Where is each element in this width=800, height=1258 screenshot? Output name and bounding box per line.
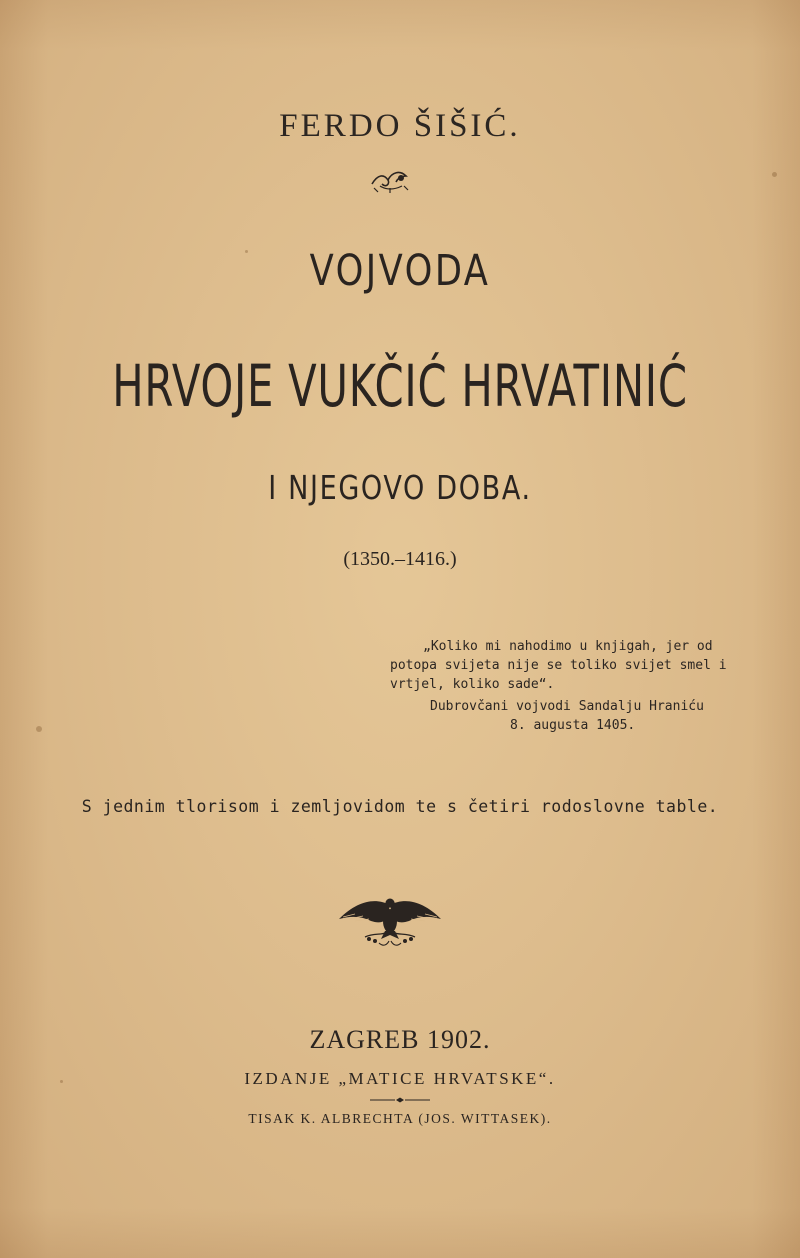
years-span: (1350.–1416.): [343, 548, 457, 570]
epigraph-date: 8. augusta 1405.: [510, 718, 636, 733]
imprint-city-year: ZAGREB 1902.: [309, 1025, 491, 1054]
contents-note: S jednim tlorisom i zemljovidom te s četiri rodoslovne table.: [81, 797, 719, 816]
paper-stain: [772, 172, 777, 177]
eagle-emblem-icon: [335, 893, 445, 951]
title-line-vojvoda: VOJVODA: [309, 246, 491, 296]
epigraph-line: „Koliko mi nahodimo u knjigah, jer od: [423, 639, 713, 654]
epigraph-line: vrtjel, koliko sade“.: [390, 677, 555, 692]
title-line-main: HRVOJE VUKČIĆ HRVATINIĆ: [112, 352, 688, 420]
imprint-printer: TISAK K. ALBRECHTA (JOS. WITTASEK).: [248, 1111, 552, 1126]
title-line-subtitle: I NJEGOVO DOBA.: [268, 468, 532, 507]
rule-divider-icon: [368, 1097, 432, 1103]
imprint-publisher: IZDANJE „MATICE HRVATSKE“.: [244, 1069, 556, 1088]
epigraph: [390, 637, 727, 735]
epigraph-attribution: Dubrovčani vojvodi Sandalju Hraniću: [430, 699, 704, 714]
floral-vignette-icon: [368, 166, 412, 194]
author-name: FERDO ŠIŠIĆ.: [279, 108, 521, 144]
epigraph-line: potopa svijeta nije se toliko svijet smel i: [390, 658, 727, 673]
paper-stain: [36, 726, 42, 732]
